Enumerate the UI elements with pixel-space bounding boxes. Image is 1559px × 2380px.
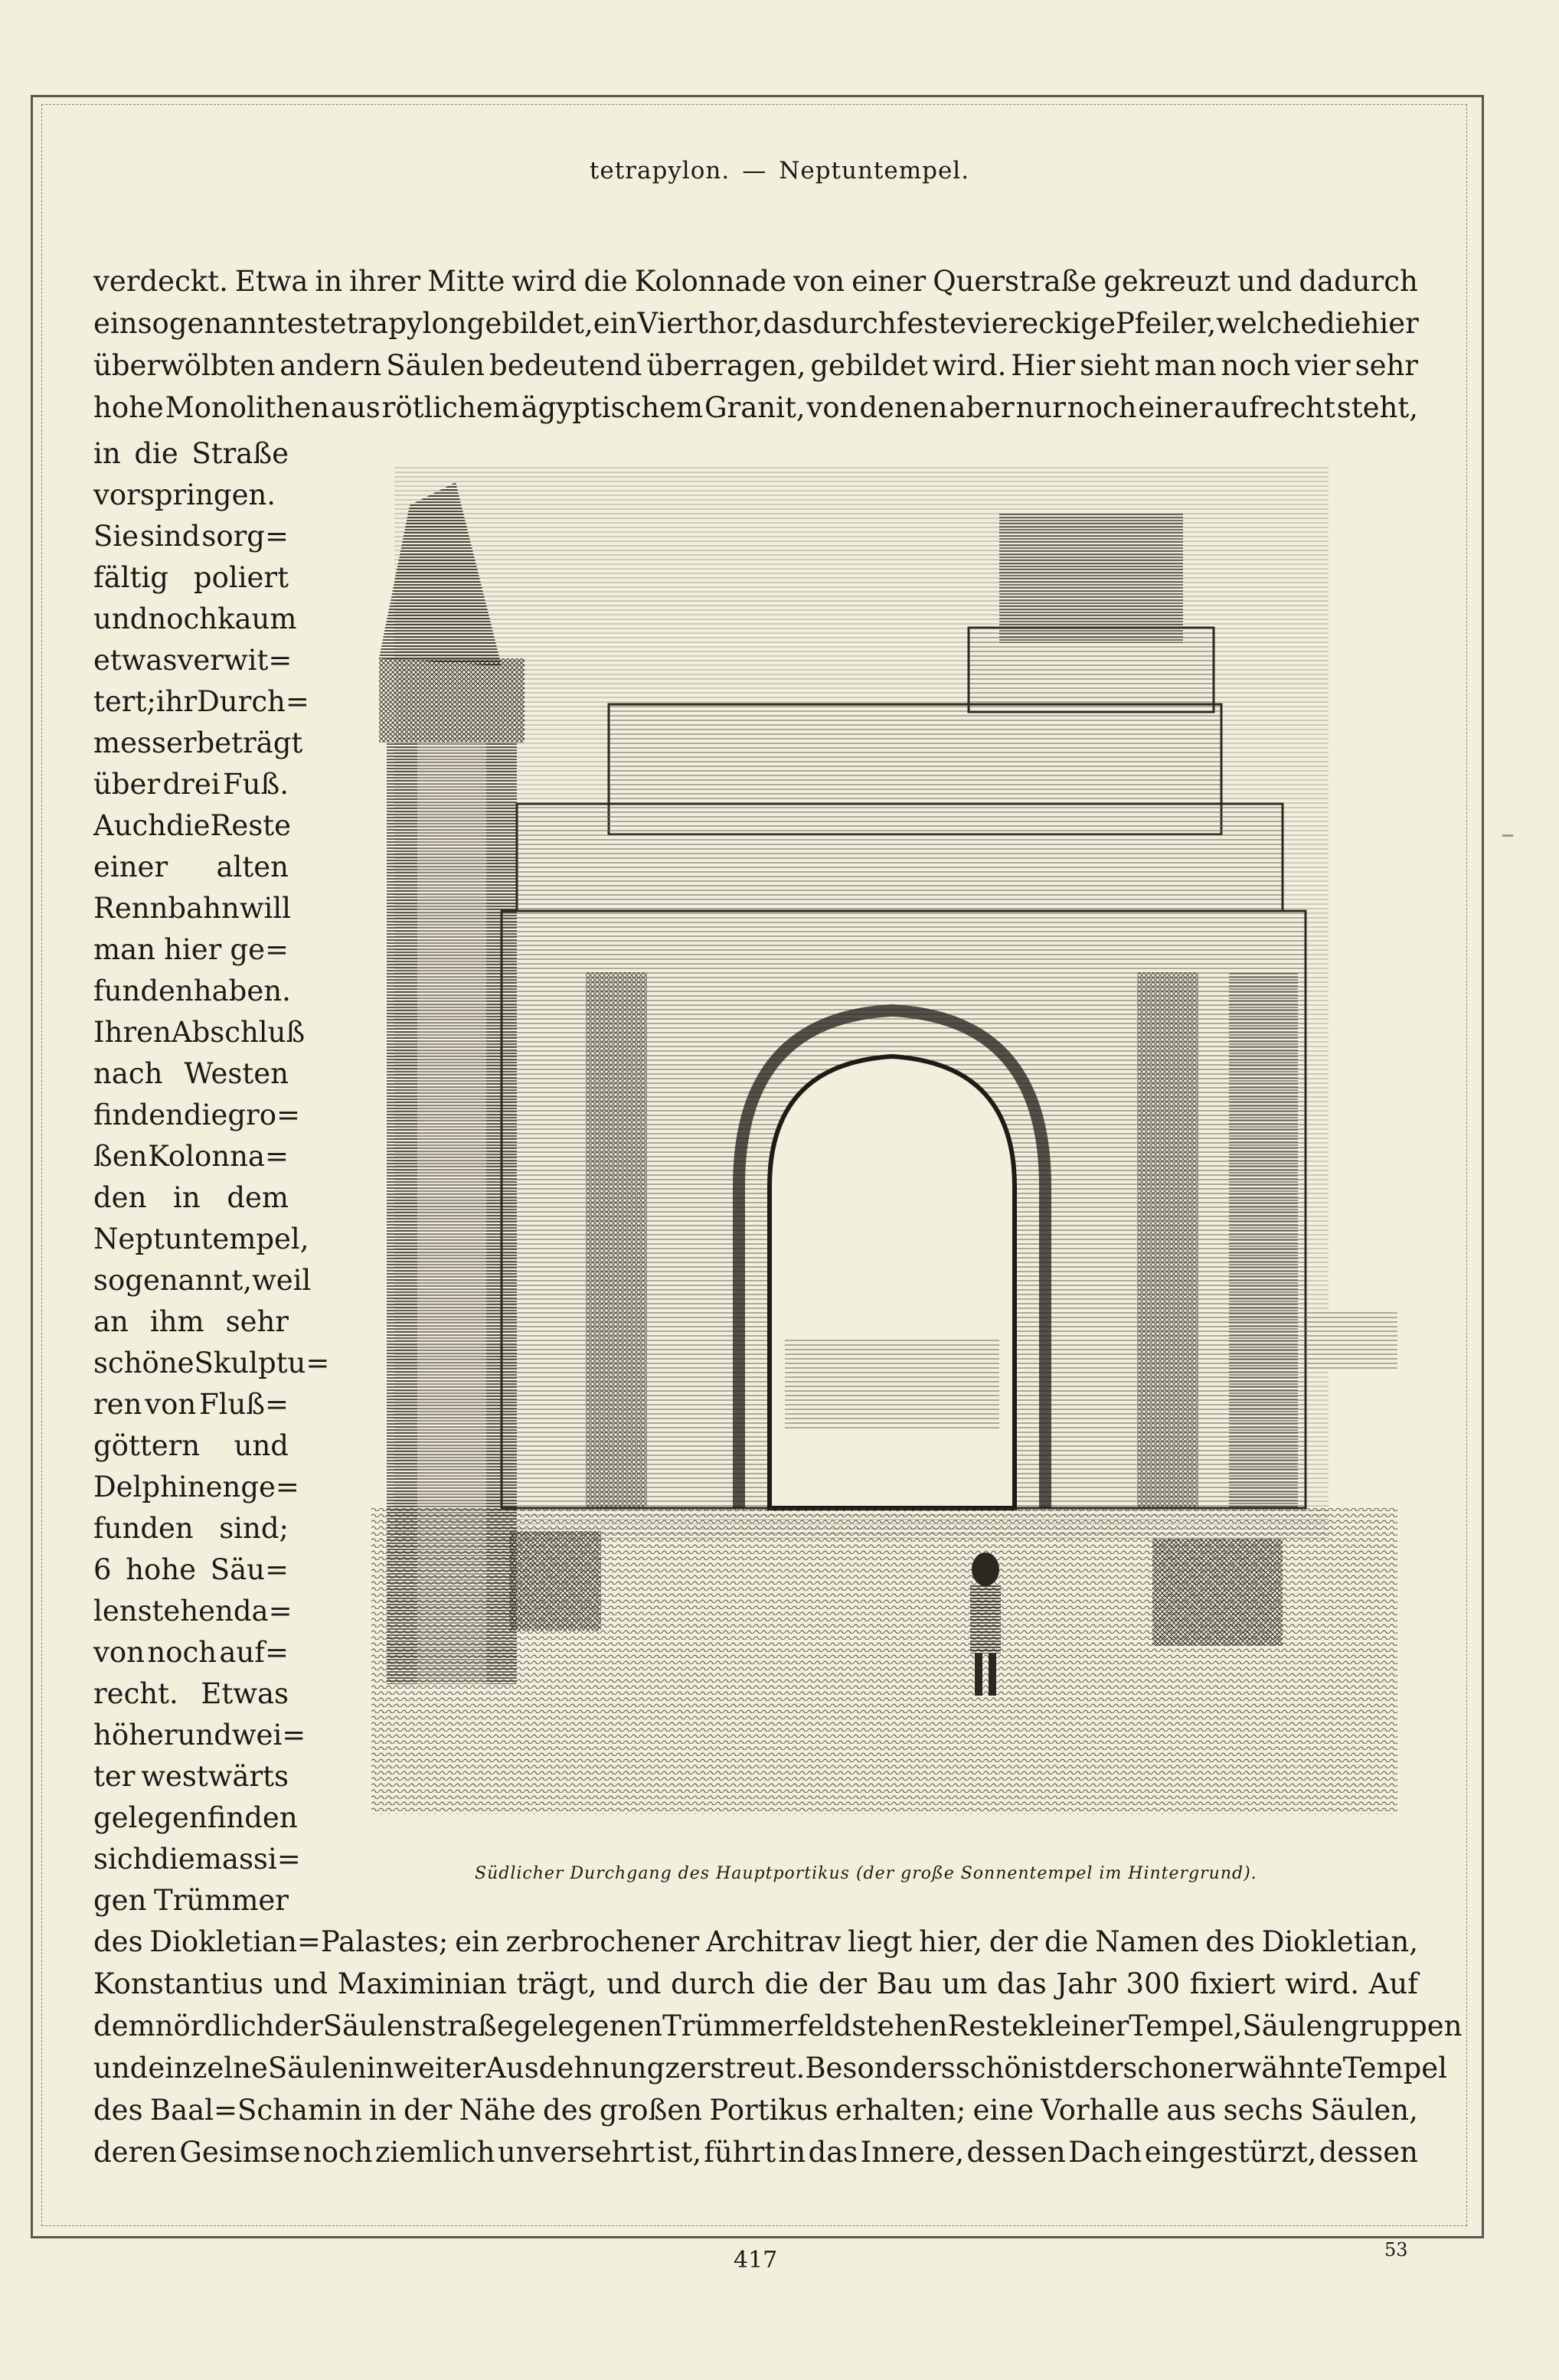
narrow-column-line xyxy=(93,599,297,640)
word: einer xyxy=(1138,391,1213,424)
word: Diokletian, xyxy=(1261,1925,1418,1958)
word: vier xyxy=(1295,349,1351,382)
word: feste xyxy=(896,307,967,340)
word: ren xyxy=(93,1388,142,1421)
word: ist xyxy=(1039,2052,1075,2085)
word: erhalten; xyxy=(835,2094,966,2127)
word: göttern xyxy=(93,1429,201,1462)
word: gelegenen xyxy=(513,2009,663,2042)
narrow-column-line xyxy=(93,888,289,929)
word: Tempel, xyxy=(1129,2009,1243,2042)
narrow-column-line xyxy=(93,764,289,805)
word: sind; xyxy=(219,1512,289,1545)
word: bedeutend xyxy=(489,349,642,382)
word: die xyxy=(1044,1925,1089,1958)
word: Innere, xyxy=(860,2136,965,2169)
word: gebildet, xyxy=(466,307,593,340)
word: in xyxy=(173,1181,201,1214)
word: Namen xyxy=(1095,1925,1199,1958)
word: Besonders xyxy=(805,2052,956,2085)
narrow-column-line xyxy=(93,1673,289,1715)
word: sind xyxy=(140,520,201,553)
word: Westen xyxy=(184,1057,289,1090)
narrow-column-line xyxy=(93,1219,309,1260)
word: und xyxy=(606,1967,662,2000)
word: wei= xyxy=(231,1719,306,1752)
word: Mitte xyxy=(427,265,505,298)
word: wird xyxy=(511,265,577,298)
narrow-column-line xyxy=(93,557,289,599)
word: Vierthor, xyxy=(637,307,763,340)
word: will xyxy=(239,892,291,925)
word: und xyxy=(177,1719,232,1752)
word: Dach xyxy=(1068,2136,1142,2169)
word: und xyxy=(93,2052,149,2085)
word: gro= xyxy=(227,1099,300,1131)
word: führt xyxy=(704,2136,776,2169)
narrow-column-line xyxy=(93,1549,289,1591)
word: finden xyxy=(93,1099,184,1131)
word: ein xyxy=(93,307,138,340)
word: gebildet xyxy=(810,349,928,382)
word: sogenanntes xyxy=(137,307,319,340)
word: des xyxy=(93,1925,143,1958)
word: Etwa xyxy=(234,265,309,298)
word: Granit, xyxy=(704,391,806,424)
word: von xyxy=(806,391,858,424)
word: den xyxy=(93,1181,147,1214)
word: dessen xyxy=(1319,2136,1418,2169)
word: wird. xyxy=(932,349,1007,382)
narrow-column-line xyxy=(93,929,289,971)
word: steht, xyxy=(1336,391,1418,424)
word: in xyxy=(366,2052,394,2085)
word: durch xyxy=(671,1967,755,2000)
word: ägyptischem xyxy=(521,391,704,424)
word: len xyxy=(93,1595,138,1627)
word: nach xyxy=(93,1057,163,1090)
word: und xyxy=(273,1967,328,2000)
narrow-column-line xyxy=(93,1177,289,1219)
word: noch xyxy=(148,602,218,635)
word: der xyxy=(274,2009,323,2042)
paragraph_top-line xyxy=(93,263,1418,301)
word: an xyxy=(93,1305,129,1338)
word: gelegen xyxy=(93,1801,208,1834)
word: Auf xyxy=(1368,1967,1418,2000)
word: eine xyxy=(972,2094,1034,2127)
word: die xyxy=(583,265,628,298)
word: die xyxy=(134,437,178,470)
signature-mark: 53 xyxy=(1384,2239,1408,2261)
word: hohe xyxy=(126,1553,197,1586)
word: des xyxy=(93,2094,143,2127)
word: hohe xyxy=(93,391,164,424)
word: schöneSkulptu= xyxy=(93,1347,330,1379)
word: noch xyxy=(1221,349,1291,382)
word: ein xyxy=(593,307,638,340)
narrow-column-line xyxy=(93,1880,289,1921)
word: weiter xyxy=(394,2052,486,2085)
word: da= xyxy=(233,1595,293,1627)
word: die xyxy=(166,809,211,842)
word: aus xyxy=(330,391,381,424)
word: Reste xyxy=(210,809,292,842)
narrow-column-line xyxy=(93,1591,293,1632)
word: die xyxy=(764,1967,809,2000)
word: aufrecht xyxy=(1214,391,1335,424)
word: Nähe xyxy=(459,2094,536,2127)
paragraph_bottom-line xyxy=(93,1965,1418,2003)
word: Tempel xyxy=(1342,2052,1447,2085)
narrow-column-line xyxy=(93,1839,301,1880)
word: Jahr xyxy=(1056,1967,1116,2000)
word: Sie xyxy=(93,520,139,553)
word: das xyxy=(763,307,812,340)
word: hier, xyxy=(919,1925,983,1958)
word: Säu= xyxy=(210,1553,289,1586)
narrow-column-line xyxy=(93,1467,299,1508)
word: Trümmerfeld xyxy=(662,2009,852,2042)
word: unversehrt xyxy=(497,2136,655,2169)
word: sehr xyxy=(1355,349,1418,382)
header-right: Neptuntempel. xyxy=(779,157,970,184)
word: des xyxy=(1205,1925,1255,1958)
word: Reste xyxy=(947,2009,1029,2042)
narrow-column-line xyxy=(93,847,289,888)
word: finden xyxy=(207,1801,298,1834)
word: Fuß. xyxy=(223,768,289,801)
word: Baal=Schamin xyxy=(149,2094,362,2127)
word: man xyxy=(93,933,155,966)
word: in xyxy=(315,265,343,298)
word: liegt xyxy=(848,1925,913,1958)
word: der xyxy=(818,1967,867,2000)
paragraph_top-line xyxy=(93,305,1418,343)
word: Bau xyxy=(876,1967,933,2000)
narrow-column-line xyxy=(93,723,303,764)
word: dadurch xyxy=(1299,265,1418,298)
word: der xyxy=(1074,2052,1123,2085)
running-header xyxy=(0,157,1559,184)
word: fältig xyxy=(93,561,168,594)
word: in xyxy=(369,2094,397,2127)
word: erwähnte xyxy=(1207,2052,1343,2085)
narrow-column-line xyxy=(93,1260,312,1301)
word: um xyxy=(942,1967,988,2000)
narrow-column-line xyxy=(93,1301,289,1343)
narrow-column-line xyxy=(93,1384,289,1425)
word: ihm xyxy=(149,1305,204,1338)
word: verwit= xyxy=(177,644,293,677)
word: aus xyxy=(1166,2094,1217,2127)
word: sehr xyxy=(225,1305,289,1338)
word: überragen, xyxy=(646,349,806,382)
word: Gesimse xyxy=(179,2136,301,2169)
word: rötlichem xyxy=(381,391,520,424)
word: messer xyxy=(93,726,197,759)
word: Etwas xyxy=(201,1677,289,1710)
word: verdeckt. xyxy=(93,265,228,298)
paragraph_top-line xyxy=(93,389,1418,427)
word: durch xyxy=(812,307,897,340)
word: von xyxy=(793,265,845,298)
word: Rennbahn xyxy=(93,892,240,925)
word: eingestürzt, xyxy=(1144,2136,1317,2169)
narrow-column-line xyxy=(93,1095,300,1136)
word: denen xyxy=(859,391,948,424)
narrow-column-line xyxy=(93,805,292,847)
word: die xyxy=(151,1843,195,1876)
word: Säulen xyxy=(386,349,485,382)
word: stehen xyxy=(851,2009,948,2042)
word: einer xyxy=(851,265,927,298)
word: höher xyxy=(93,1719,178,1752)
narrow-column-line xyxy=(93,681,309,723)
word: Konstantius xyxy=(93,1967,264,2000)
word: fixiert xyxy=(1189,1967,1276,2000)
word: sogenannt,weil xyxy=(93,1264,312,1297)
word: 300 xyxy=(1126,1967,1181,2000)
word: ein xyxy=(455,1925,499,1958)
word: gekreuzt xyxy=(1103,265,1231,298)
word: einzelne xyxy=(148,2052,268,2085)
word: massi= xyxy=(194,1843,301,1876)
word: Fluß= xyxy=(198,1388,289,1421)
narrow-column-line xyxy=(93,475,289,516)
engraving-illustration xyxy=(310,452,1413,1860)
paragraph_bottom-line xyxy=(93,1923,1418,1961)
word: Säulen xyxy=(267,2052,367,2085)
word: die xyxy=(1317,307,1361,340)
word: andern xyxy=(279,349,382,382)
narrow-column-line xyxy=(93,1012,306,1053)
word: hier xyxy=(164,933,222,966)
word: über xyxy=(93,768,161,801)
word: in xyxy=(93,437,121,470)
word: gen xyxy=(93,1884,147,1917)
word: ßen xyxy=(93,1140,148,1173)
word: der xyxy=(989,1925,1038,1958)
word: Säulengruppen xyxy=(1242,2009,1463,2042)
narrow-column-line xyxy=(93,1797,298,1839)
word: schon xyxy=(1123,2052,1208,2085)
word: ihrer xyxy=(349,265,421,298)
word: Architrav xyxy=(705,1925,842,1958)
header-left: tetrapylon. xyxy=(589,157,730,184)
word: zerbrochener xyxy=(505,1925,700,1958)
word: Maximinian xyxy=(337,1967,507,2000)
word: das xyxy=(808,2136,858,2169)
narrow-column xyxy=(93,433,330,1921)
word: ge= xyxy=(230,933,289,966)
word: Pfeiler, xyxy=(1115,307,1217,340)
word: der xyxy=(404,2094,453,2127)
narrow-column-line xyxy=(93,1632,289,1673)
word: und xyxy=(234,1429,289,1462)
word: von xyxy=(145,1388,197,1421)
word: noch xyxy=(302,2136,373,2169)
page-number: 417 xyxy=(734,2247,778,2274)
paragraph_bottom-line xyxy=(93,2091,1418,2130)
paragraph_bottom-line xyxy=(93,2134,1418,2172)
word: sorg= xyxy=(201,520,289,553)
paragraph_bottom-line xyxy=(93,2049,1447,2088)
word: ge= xyxy=(240,1471,299,1503)
word: alten xyxy=(216,850,289,883)
word: westwärts xyxy=(141,1760,289,1793)
word: haben. xyxy=(193,975,291,1007)
word: dem xyxy=(227,1181,289,1214)
narrow-column-line xyxy=(93,1053,289,1095)
word: Delphinen xyxy=(93,1471,241,1503)
word: schön xyxy=(955,2052,1040,2085)
word: Trümmer xyxy=(154,1884,289,1917)
narrow-column-line xyxy=(93,1715,306,1756)
word: Diokletian=Palastes; xyxy=(149,1925,449,1958)
word: Portikus xyxy=(709,2094,829,2127)
word: etwas xyxy=(93,644,178,677)
word: man xyxy=(1154,349,1217,382)
word: noch xyxy=(147,1636,217,1669)
word: ter xyxy=(93,1760,136,1793)
word: großen xyxy=(599,2094,703,2127)
word: des xyxy=(543,2094,593,2127)
word: tert;ihrDurch= xyxy=(93,685,309,718)
word: und xyxy=(93,602,149,635)
word: sieht xyxy=(1080,349,1150,382)
crop-mark xyxy=(1502,834,1513,837)
word: recht. xyxy=(93,1677,178,1710)
word: IhrenAbschluß xyxy=(93,1016,306,1049)
word: kaum xyxy=(217,602,297,635)
narrow-column-line xyxy=(93,1136,289,1177)
word: Ausdehnung xyxy=(485,2052,665,2085)
word: ist, xyxy=(657,2136,701,2169)
narrow-column-line xyxy=(93,1343,330,1384)
word: in xyxy=(778,2136,806,2169)
word: Kolonnade xyxy=(634,265,787,298)
narrow-column-line xyxy=(93,971,289,1012)
word: vorspringen. xyxy=(93,478,276,511)
word: Neptuntempel, xyxy=(93,1223,309,1255)
word: stehen xyxy=(137,1595,234,1627)
word: noch xyxy=(1067,391,1137,424)
word: viereckige xyxy=(966,307,1116,340)
word: Auch xyxy=(93,809,167,842)
word: nördlich xyxy=(155,2009,275,2042)
word: welche xyxy=(1216,307,1318,340)
word: Hier xyxy=(1011,349,1076,382)
narrow-column-line xyxy=(93,1425,289,1467)
word: funden xyxy=(93,1512,194,1545)
word: nur xyxy=(1015,391,1066,424)
word: 6 xyxy=(93,1553,112,1586)
word: wird. xyxy=(1285,1967,1359,2000)
word: und xyxy=(1237,265,1293,298)
header-dash: — xyxy=(742,157,767,184)
paragraph_bottom-line xyxy=(93,2007,1463,2045)
word: aber xyxy=(949,391,1015,424)
word: Säulenstraße xyxy=(322,2009,514,2042)
word: von xyxy=(93,1636,145,1669)
paragraph_top-line xyxy=(93,347,1418,385)
narrow-column-line xyxy=(93,1508,289,1549)
word: einer xyxy=(93,850,168,883)
word: deren xyxy=(93,2136,177,2169)
word: sich xyxy=(93,1843,152,1876)
figure-caption: Südlicher Durchgang des Hauptportikus (der große Sonnentempel im Hintergrund). xyxy=(475,1864,1257,1883)
word: drei xyxy=(162,768,221,801)
word: das xyxy=(997,1967,1047,2000)
word: dem xyxy=(93,2009,155,2042)
word: funden xyxy=(93,975,194,1007)
word: tetrapylon xyxy=(318,307,467,340)
word: Säulen, xyxy=(1310,2094,1418,2127)
word: trägt, xyxy=(516,1967,597,2000)
word: auf= xyxy=(219,1636,289,1669)
narrow-column-line xyxy=(93,433,289,475)
word: zerstreut. xyxy=(665,2052,806,2085)
word: die xyxy=(183,1099,228,1131)
word: ziemlich xyxy=(374,2136,495,2169)
narrow-column-line xyxy=(93,1756,289,1797)
word: Vorhalle xyxy=(1041,2094,1160,2127)
word: Monolithen xyxy=(165,391,330,424)
narrow-column-line xyxy=(93,640,293,681)
word: kleiner xyxy=(1028,2009,1129,2042)
word: Straße xyxy=(191,437,289,470)
word: Querstraße xyxy=(933,265,1097,298)
word: hier xyxy=(1361,307,1419,340)
narrow-column-line xyxy=(93,516,289,557)
word: beträgt xyxy=(196,726,303,759)
word: sechs xyxy=(1223,2094,1304,2127)
word: überwölbten xyxy=(93,349,276,382)
word: poliert xyxy=(193,561,289,594)
word: Kolonna= xyxy=(148,1140,289,1173)
word: dessen xyxy=(966,2136,1066,2169)
